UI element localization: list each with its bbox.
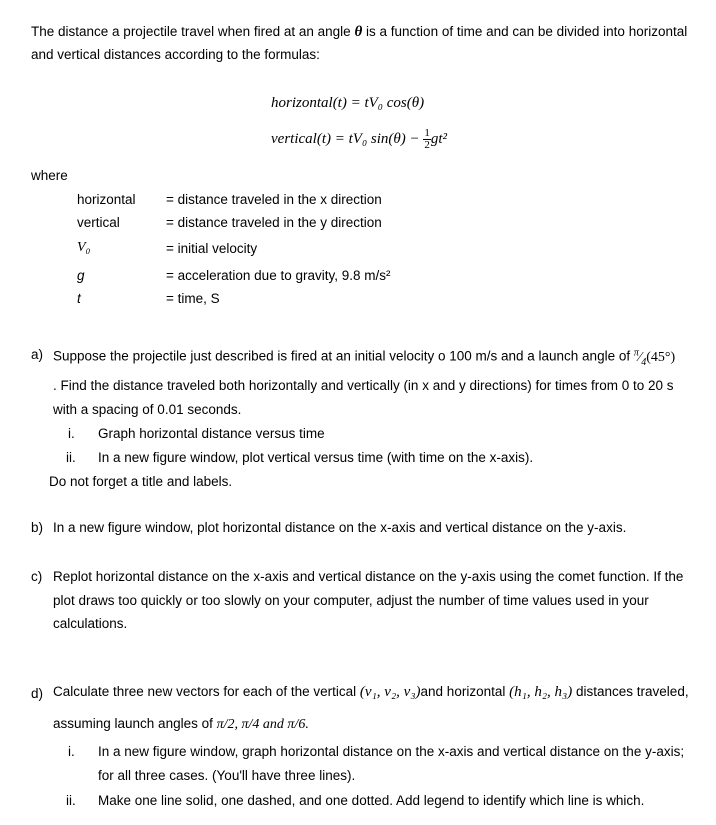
- def-term-t: t: [77, 291, 81, 306]
- where-label: where: [31, 168, 68, 183]
- def-term-g: g: [77, 268, 85, 283]
- part-a-note: Do not forget a title and labels.: [49, 474, 233, 489]
- def-desc-t: = time, S: [166, 291, 220, 306]
- part-a-item-ii-text: In a new figure window, plot vertical versus time (with time on the x-axis).: [98, 450, 534, 465]
- part-d-line-2: [53, 716, 309, 733]
- part-a-item-i-text: Graph horizontal distance versus time: [98, 426, 325, 441]
- part-c-label: c): [31, 569, 43, 584]
- part-d-item-i-num: i.: [68, 744, 75, 759]
- intro-text-cont: is a function of time and can be divided into horizontal: [366, 24, 688, 39]
- part-a-line-3: with a spacing of 0.01 seconds.: [53, 402, 242, 417]
- angle-fraction: $^\pi⁄_4(45^\circ)$: [633, 347, 676, 368]
- horizontal-formula-lhs: horizontal: [271, 95, 333, 111]
- vertical-formula-tail: gt²: [430, 130, 448, 147]
- part-d-text-a: Calculate three new vectors for each of the vertical: [53, 684, 357, 699]
- part-d-text-angles-label: assuming launch angles of: [53, 716, 213, 731]
- theta-symbol: θ: [354, 24, 363, 40]
- angle-denominator: 4: [641, 356, 647, 368]
- part-d-text-b: and horizontal: [420, 684, 506, 699]
- vertical-formula-lhs: vertical: [271, 130, 317, 147]
- part-a-line-2: . Find the distance traveled both horizontally and vertically (in x and y directions) for times from 0 to 20 s: [53, 378, 674, 393]
- angle-numerator: π: [633, 347, 639, 358]
- part-d-item-i-line-2: for all three cases. (You'll have three lines).: [98, 768, 356, 783]
- part-a-text: Suppose the projectile just described is fired at an initial velocity o 100 m/s and a launch angle of: [53, 348, 631, 364]
- intro-text: The distance a projectile travel when fired at an angle: [31, 24, 351, 39]
- part-a-label: a): [31, 347, 44, 362]
- def-desc-vertical: = distance traveled in the y direction: [166, 215, 382, 230]
- horizontal-formula-rhs: (t) = tV₀ cos(θ): [332, 95, 425, 111]
- def-term-vertical: vertical: [77, 215, 120, 230]
- part-c-line-2: plot draws too quickly or too slowly on your computer, adjust the number of time values used in your: [53, 593, 649, 608]
- one-half-fraction: [423, 128, 431, 151]
- def-desc-g: = acceleration due to gravity, 9.8 m/s²: [166, 268, 391, 283]
- part-a-line-1: [53, 347, 675, 367]
- vertical-formula: [271, 128, 447, 151]
- launch-angles: π/2, π/4 and π/6.: [216, 717, 309, 732]
- part-d-label: d): [31, 686, 44, 701]
- part-d-line-1: [53, 684, 689, 701]
- intro-line-1: [31, 24, 687, 41]
- part-d-text-c: distances traveled,: [576, 684, 689, 699]
- horizontal-vector: (h₁, h₂, h₃): [509, 684, 573, 700]
- def-term-horizontal: horizontal: [77, 192, 136, 207]
- vertical-formula-mid: (t) = tV₀ sin(θ) −: [316, 130, 420, 147]
- part-d-item-ii-line-1: Make one line solid, one dashed, and one dotted. Add legend to identify which line is which.: [98, 793, 645, 808]
- half-numerator: 1: [424, 127, 430, 139]
- horizontal-formula: [271, 95, 424, 112]
- part-d-item-i-line-1: In a new figure window, graph horizontal distance on the x-axis and vertical distance on the y-axis;: [98, 744, 685, 759]
- part-c-line-1: Replot horizontal distance on the x-axis and vertical distance on the y-axis using the comet function. If the: [53, 569, 684, 584]
- part-c-line-3: calculations.: [53, 616, 128, 631]
- intro-line-2: and vertical distances according to the formulas:: [31, 47, 320, 62]
- def-term-v0: V₀: [77, 240, 91, 255]
- part-a-item-ii-num: ii.: [66, 450, 76, 465]
- vertical-vector: (v₁, v₂, v₃): [359, 684, 421, 700]
- part-b-text: In a new figure window, plot horizontal distance on the x-axis and vertical distance on the y-axis.: [53, 520, 627, 535]
- angle-degrees: (45°): [646, 349, 676, 365]
- part-d-item-ii-num: ii.: [66, 793, 76, 808]
- def-desc-horizontal: = distance traveled in the x direction: [166, 192, 382, 207]
- def-desc-v0: = initial velocity: [166, 241, 258, 256]
- part-b-label: b): [31, 520, 44, 535]
- half-denominator: 2: [424, 139, 430, 151]
- part-a-item-i-num: i.: [68, 426, 75, 441]
